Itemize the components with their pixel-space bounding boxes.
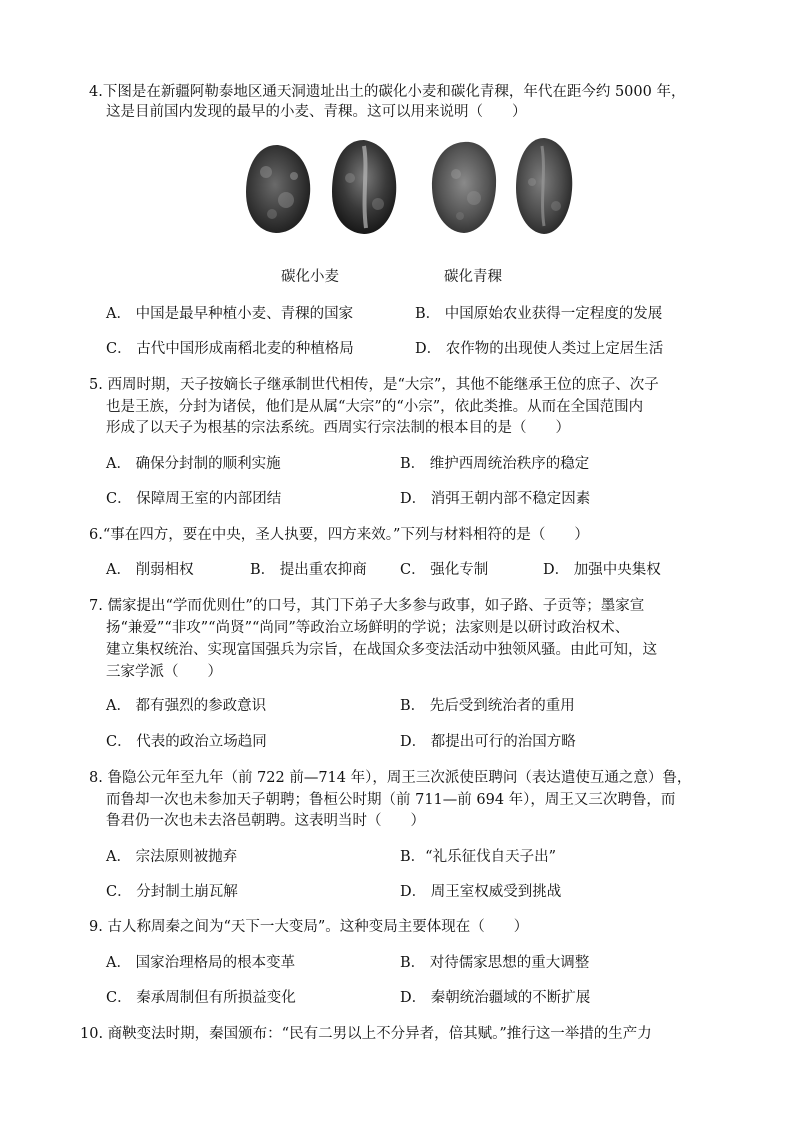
question-5-option-a[interactable]: A． 确保分封制的顺利实施 — [106, 456, 281, 472]
question-10-stem-line-1: 10. 商鞅变法时期，秦国颁布：“民有二男以上不分异者，倍其赋。”推行这一举措的生产力 — [80, 1026, 652, 1042]
question-9-option-c[interactable]: C． 秦承周制但有所损益变化 — [106, 990, 296, 1006]
question-6-option-d[interactable]: D． 加强中央集权 — [543, 562, 661, 578]
carbonized-grain-photos — [238, 136, 568, 246]
caption-carbonized-wheat: 碳化小麦 — [281, 269, 339, 285]
question-7-stem-line-4: 三家学派（ ） — [106, 664, 222, 680]
question-8-stem-line-3: 鲁君仍一次也未去洛邑朝聘。这表明当时（ ） — [106, 813, 425, 829]
question-5-stem-line-2: 也是王族，分封为诸侯，他们是从属“大宗”的“小宗”，依此类推。从而在全国范围内 — [106, 399, 644, 415]
caption-carbonized-highland-barley: 碳化青稞 — [444, 269, 502, 285]
question-5-option-b[interactable]: B． 维护西周统治秩序的稳定 — [400, 456, 590, 472]
wheat-grain-2 — [328, 138, 400, 236]
question-7-stem-line-2: 扬“兼爱”“非攻”“尚贤”“尚同”等政治立场鲜明的学说；法家则是以研讨政治权术、 — [106, 620, 630, 636]
question-9-stem-line-1: 9. 古人称周秦之间为“天下一大变局”。这种变局主要体现在（ ） — [89, 919, 529, 935]
question-4-option-c[interactable]: C． 古代中国形成南稻北麦的种植格局 — [106, 341, 354, 357]
question-5-option-c[interactable]: C． 保障周王室的内部团结 — [106, 491, 282, 507]
question-5-option-d[interactable]: D． 消弭王朝内部不稳定因素 — [400, 491, 591, 507]
question-7-option-a[interactable]: A． 都有强烈的参政意识 — [106, 698, 267, 714]
question-5-stem-line-1: 5. 西周时期，天子按嫡长子继承制世代相传，是“大宗”，其他不能继承王位的庶子、次子 — [89, 377, 659, 393]
question-9-option-b[interactable]: B． 对待儒家思想的重大调整 — [400, 955, 590, 971]
question-6-option-a[interactable]: A． 削弱相权 — [106, 562, 194, 578]
question-7-stem-line-1: 7. 儒家提出“学而优则仕”的口号，其门下弟子大多参与政事，如子路、子贡等；墨家宣 — [89, 598, 645, 614]
question-8-option-c[interactable]: C． 分封制土崩瓦解 — [106, 884, 238, 900]
question-4-stem-line-2: 这是目前国内发现的最早的小麦、青稞。这可以用来说明（ ） — [106, 104, 527, 120]
question-9-option-a[interactable]: A． 国家治理格局的根本变革 — [106, 955, 296, 971]
wheat-grain-1 — [242, 142, 314, 236]
question-6-option-b[interactable]: B． 提出重农抑商 — [250, 562, 367, 578]
question-8-option-d[interactable]: D． 周王室权威受到挑战 — [400, 884, 562, 900]
question-8-stem-line-2: 而鲁却一次也未参加天子朝聘；鲁桓公时期（前 711—前 694 年），周王又三次聘鲁，而 — [106, 792, 676, 808]
highland-barley-grain-1 — [428, 138, 500, 236]
highland-barley-grain-2 — [512, 136, 576, 236]
question-7-stem-line-3: 建立集权统治、实现富国强兵为宗旨，在战国众多变法活动中独领风骚。由此可知，这 — [106, 642, 657, 658]
question-8-stem-line-1: 8. 鲁隐公元年至九年（前 722 前—714 年），周王三次派使臣聘问（表达遣使互通之意）鲁， — [89, 770, 692, 786]
question-4-option-b[interactable]: B． 中国原始农业获得一定程度的发展 — [415, 306, 663, 322]
question-7-option-c[interactable]: C． 代表的政治立场趋同 — [106, 734, 267, 750]
question-4-stem-line-1: 4.下图是在新疆阿勒泰地区通天洞遗址出土的碳化小麦和碳化青稞，年代在距今约 5000 年， — [89, 84, 686, 100]
question-8-option-b[interactable]: B．“礼乐征伐自天子出” — [400, 849, 556, 865]
question-7-option-b[interactable]: B． 先后受到统治者的重用 — [400, 698, 575, 714]
question-6-stem-line-1: 6.“事在四方，要在中央，圣人执要，四方来效。”下列与材料相符的是（ ） — [89, 527, 589, 543]
question-4-option-d[interactable]: D． 农作物的出现使人类过上定居生活 — [415, 341, 664, 357]
question-5-stem-line-3: 形成了以天子为根基的宗法系统。西周实行宗法制的根本目的是（ ） — [106, 420, 570, 436]
question-8-option-a[interactable]: A． 宗法原则被抛弃 — [106, 849, 238, 865]
question-9-option-d[interactable]: D． 秦朝统治疆域的不断扩展 — [400, 990, 591, 1006]
question-7-option-d[interactable]: D． 都提出可行的治国方略 — [400, 734, 576, 750]
question-6-option-c[interactable]: C． 强化专制 — [400, 562, 489, 578]
question-4-option-a[interactable]: A． 中国是最早种植小麦、青稞的国家 — [106, 306, 354, 322]
